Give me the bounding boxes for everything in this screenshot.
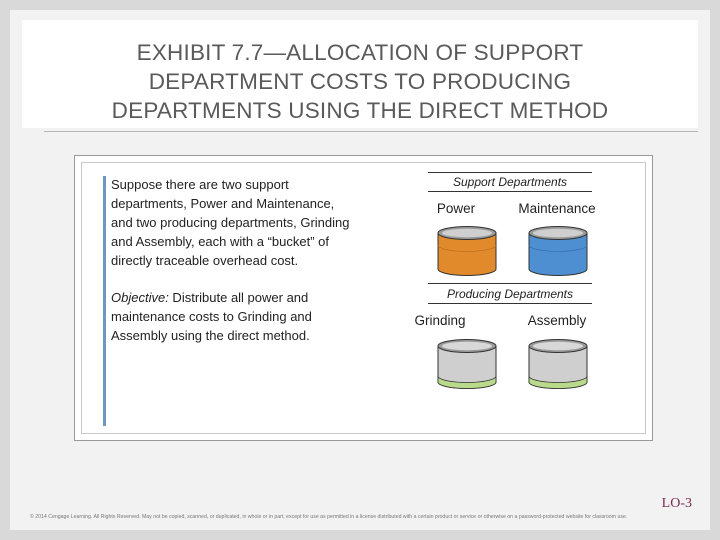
title-line-2: DEPARTMENT COSTS TO PRODUCING bbox=[148, 69, 572, 94]
accent-bar bbox=[103, 176, 106, 426]
objective-body: Distribute all power and maintenance costs to Grinding and Assembly using the direct method. bbox=[111, 290, 312, 343]
support-departments-header: Support Departments bbox=[452, 175, 568, 189]
maintenance-label: Maintenance bbox=[518, 201, 596, 216]
support-header-bottom-rule bbox=[428, 191, 592, 192]
slide-title bbox=[22, 38, 698, 125]
title-divider bbox=[44, 131, 698, 132]
title-line-3: DEPARTMENTS USING THE DIRECT METHOD bbox=[111, 98, 609, 123]
power-label: Power bbox=[436, 201, 476, 216]
slide bbox=[10, 10, 710, 530]
title-line-1: EXHIBIT 7.7—ALLOCATION OF SUPPORT bbox=[136, 40, 584, 65]
description-text: Suppose there are two support departments, Power and Maintenance, and two producing departments, Grinding and Assembly, each with a “bucket” of directly traceable overhead cost. bbox=[111, 177, 350, 268]
assembly-bucket-icon bbox=[526, 336, 590, 390]
exhibit-figure bbox=[74, 155, 653, 441]
objective-text bbox=[111, 288, 351, 345]
support-header-top-rule bbox=[428, 172, 592, 173]
exhibit-description bbox=[111, 175, 351, 345]
producing-departments-header: Producing Departments bbox=[446, 287, 574, 301]
maintenance-bucket-icon bbox=[526, 223, 590, 277]
grinding-label: Grinding bbox=[414, 313, 466, 328]
producing-header-top-rule bbox=[428, 283, 592, 284]
assembly-label: Assembly bbox=[527, 313, 587, 328]
power-bucket-icon bbox=[435, 223, 499, 277]
learning-objective-badge: LO-3 bbox=[661, 496, 692, 511]
title-area bbox=[22, 20, 698, 128]
grinding-bucket-icon bbox=[435, 336, 499, 390]
producing-header-bottom-rule bbox=[428, 303, 592, 304]
objective-label: Objective: bbox=[111, 290, 169, 305]
copyright-notice: © 2014 Cengage Learning. All Rights Reserved. May not be copied, scanned, or duplicated, in whole or in part, except for use as permitted in a license distributed with a certain product or service or otherwise on a password-protected website for classroom use. bbox=[30, 514, 628, 520]
